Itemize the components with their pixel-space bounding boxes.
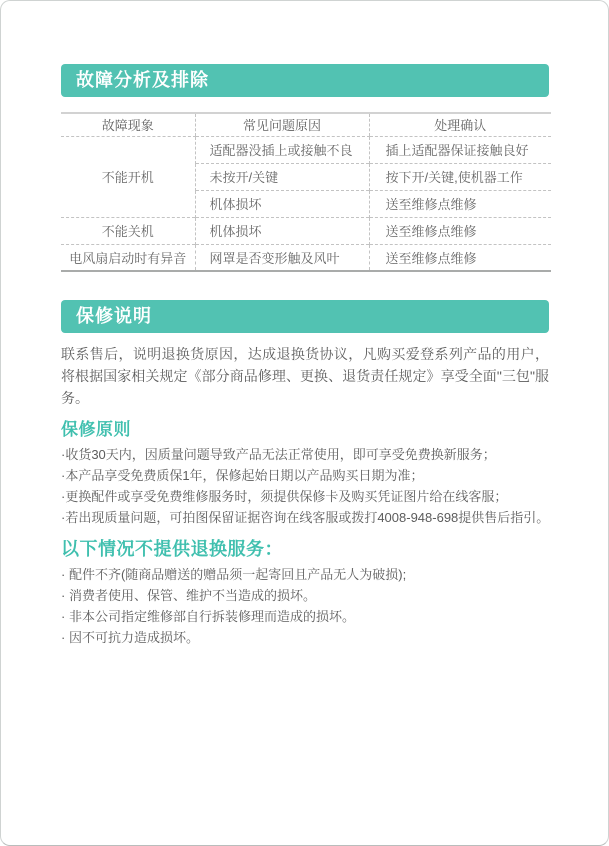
list-item: · 因不可抗力造成损坏。 bbox=[61, 630, 199, 645]
warranty-section-banner bbox=[61, 300, 549, 333]
list-item: ·本产品享受免费质保1年，保修起始日期以产品购买日期为准； bbox=[61, 468, 424, 483]
cell-phenomenon: 电风扇启动时有异音 bbox=[61, 244, 195, 271]
table-header-row bbox=[61, 113, 551, 136]
cell-action: 插上适配器保证接触良好 bbox=[369, 136, 551, 163]
warranty-section-title: 保修说明 bbox=[76, 306, 152, 326]
column-header-phenomenon: 故障现象 bbox=[61, 113, 195, 136]
list-item: ·更换配件或享受免费维修服务时，须提供保修卡及购买凭证图片给在线客服； bbox=[61, 489, 508, 504]
list-item: · 配件不齐(随商品赠送的赠品须一起寄回且产品无人为破损); bbox=[61, 567, 407, 582]
cell-cause: 网罩是否变形触及风叶 bbox=[195, 244, 369, 271]
cell-action: 送至维修点维修 bbox=[369, 244, 551, 271]
warranty-exclusions-heading: 以下情况不提供退换服务： bbox=[61, 539, 283, 559]
warranty-exclusions-list bbox=[61, 564, 549, 648]
column-header-cause: 常见问题原因 bbox=[195, 113, 369, 136]
cell-cause: 适配器没插上或接触不良 bbox=[195, 136, 369, 163]
cell-action: 按下开/关键,使机器工作 bbox=[369, 163, 551, 190]
list-item: · 消费者使用、保管、维护不当造成的损坏。 bbox=[61, 588, 316, 603]
cell-phenomenon: 不能开机 bbox=[101, 170, 154, 185]
cell-phenomenon: 不能关机 bbox=[61, 217, 195, 244]
table-row bbox=[61, 136, 551, 163]
troubleshooting-section-banner bbox=[61, 64, 549, 97]
list-item: ·收货30天内，因质量问题导致产品无法正常使用，即可享受免费换新服务； bbox=[61, 447, 496, 462]
table-row bbox=[61, 217, 551, 244]
page-content bbox=[1, 64, 608, 648]
list-item: ·若出现质量问题，可拍图保留证据咨询在线客服或拨打4008-948-698提供售后指引。 bbox=[61, 510, 550, 525]
troubleshooting-section-title: 故障分析及排除 bbox=[76, 70, 209, 90]
troubleshooting-table bbox=[61, 112, 551, 272]
warranty-principles-list bbox=[61, 444, 549, 528]
cell-action: 送至维修点维修 bbox=[369, 217, 551, 244]
table-row bbox=[61, 244, 551, 271]
warranty-principles-heading: 保修原则 bbox=[61, 420, 131, 439]
cell-cause: 机体损坏 bbox=[195, 190, 369, 217]
cell-cause: 机体损坏 bbox=[195, 217, 369, 244]
cell-action: 送至维修点维修 bbox=[369, 190, 551, 217]
column-header-action: 处理确认 bbox=[369, 113, 551, 136]
list-item: · 非本公司指定维修部自行拆装修理而造成的损坏。 bbox=[61, 609, 355, 624]
cell-cause: 未按开/关键 bbox=[195, 163, 369, 190]
warranty-intro-paragraph: 联系售后，说明退换货原因，达成退换货协议，凡购买爱登系列产品的用户，将根据国家相关规定《部分商品修理、更换、退货责任规定》享受全面"三包"服务。 bbox=[61, 346, 549, 406]
